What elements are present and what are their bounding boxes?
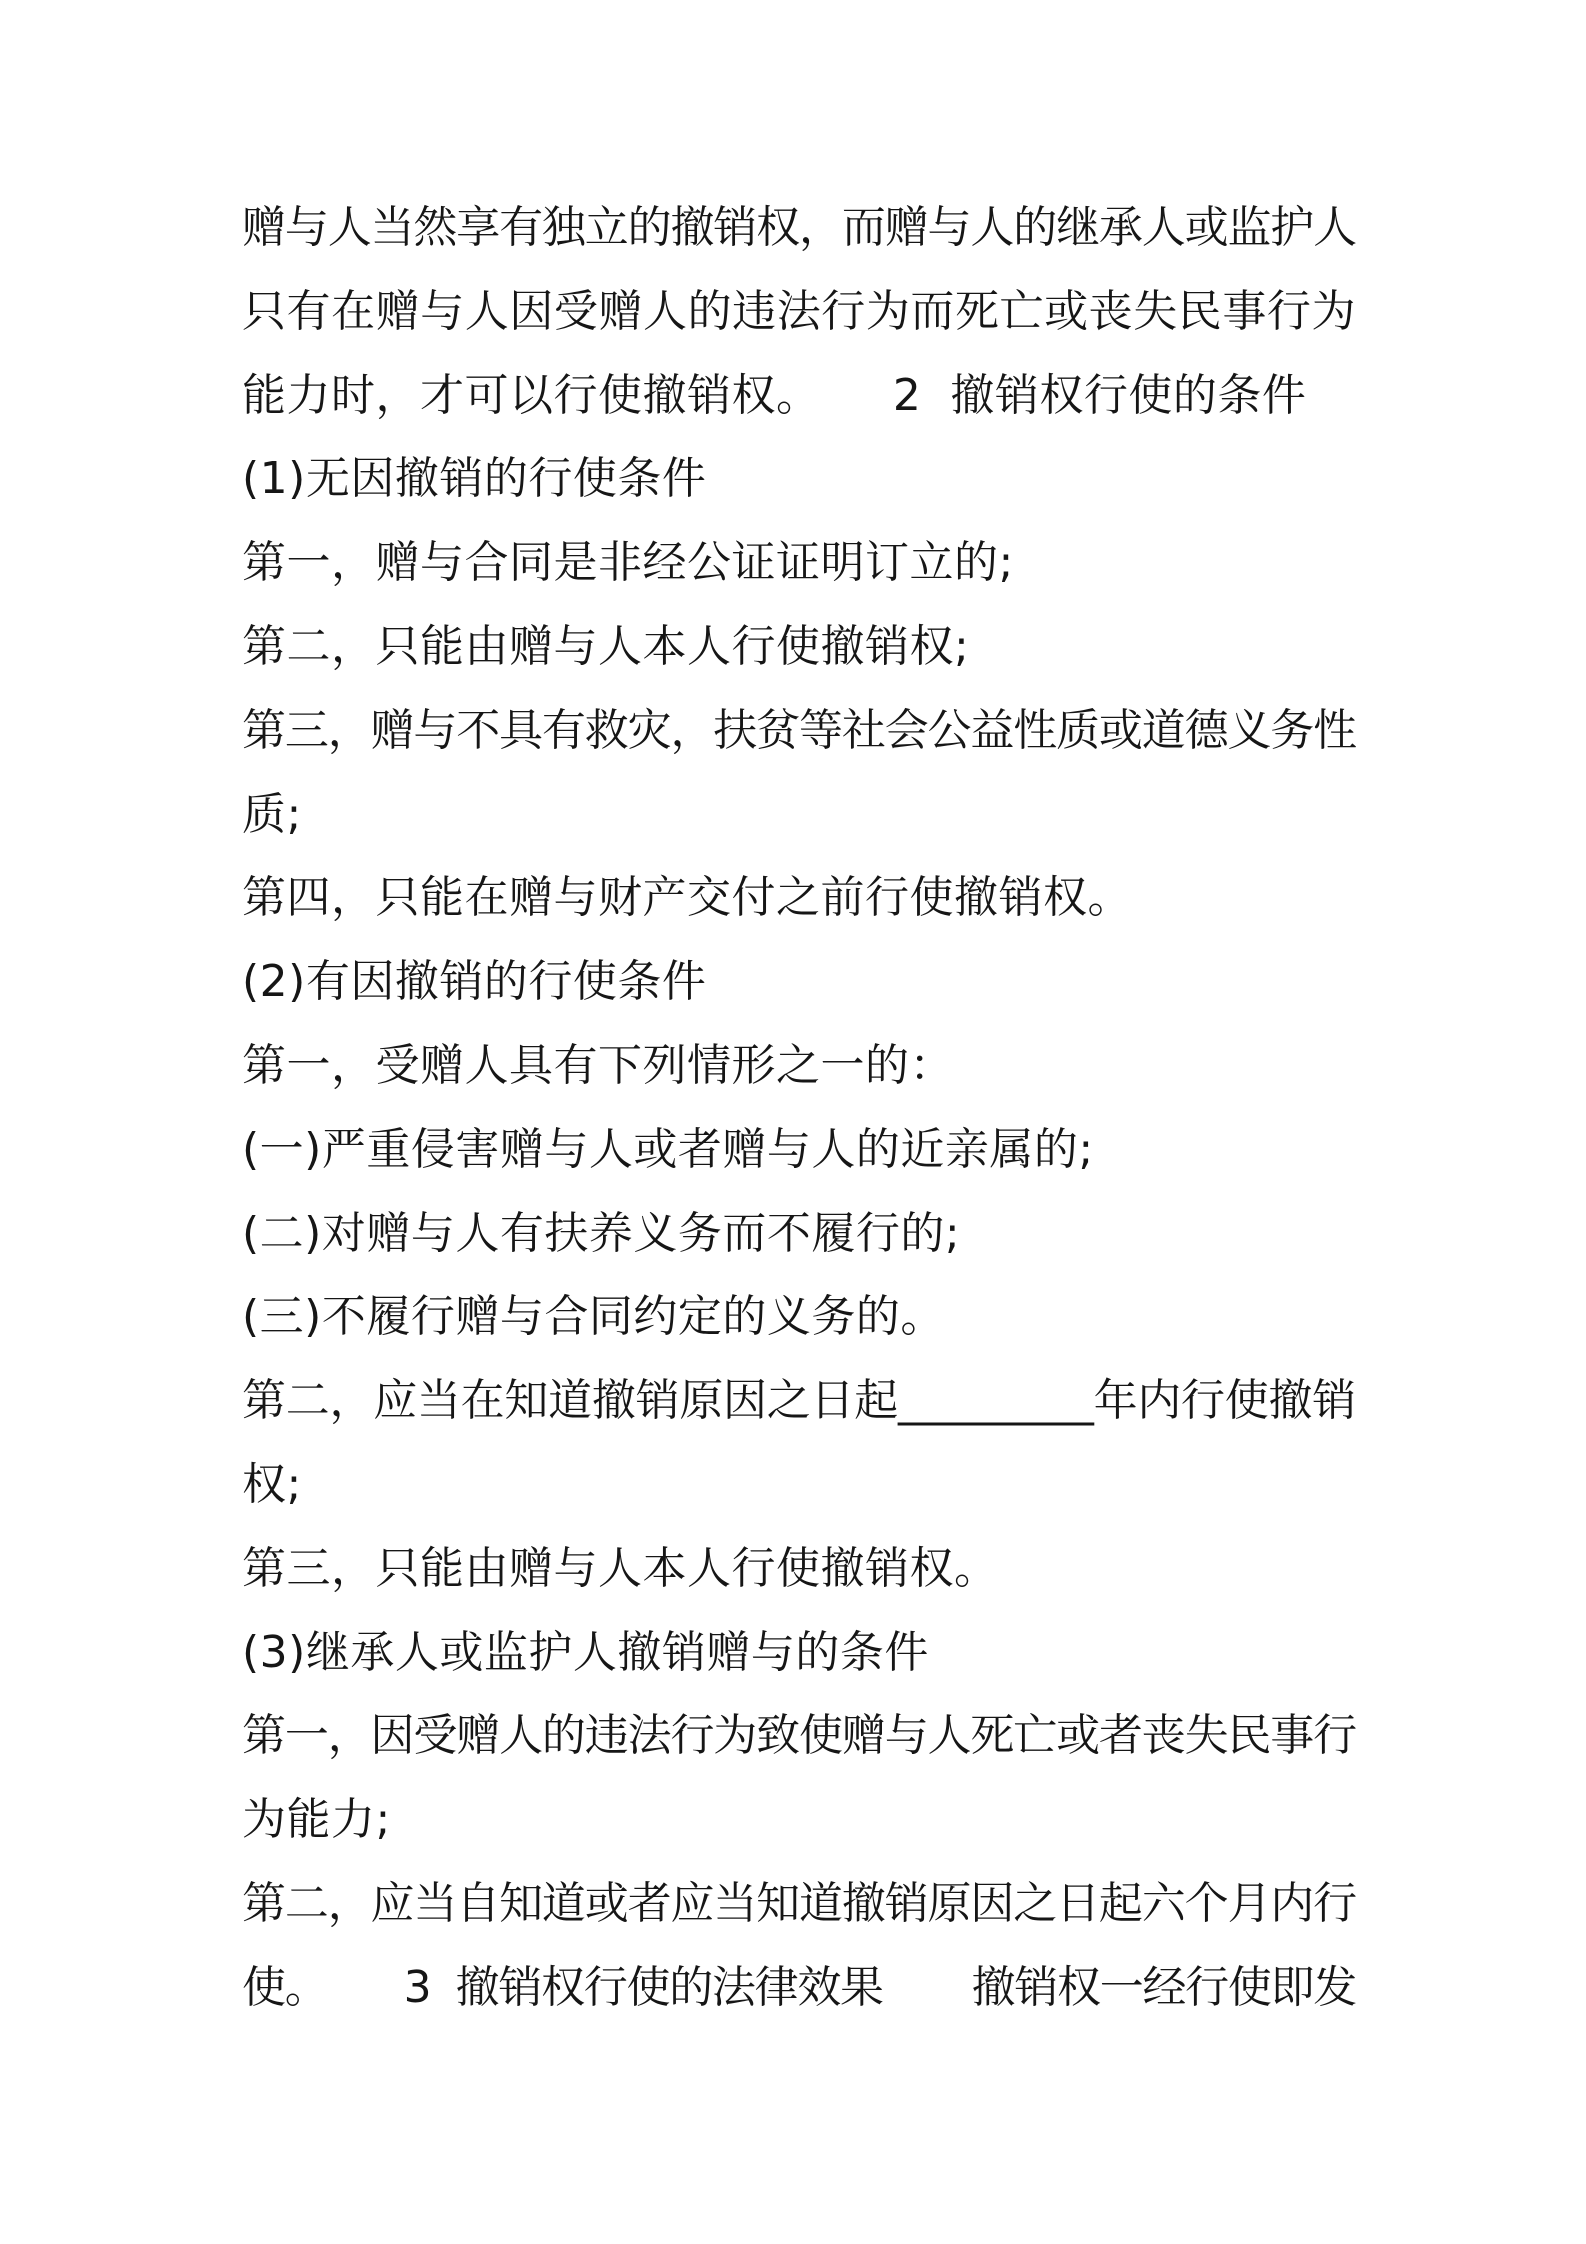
document-body <box>242 186 1356 2030</box>
text-line: 第一，因受赠人的违法行为致使赠与人死亡或者丧失民事行 <box>242 1710 1356 1762</box>
subsection-heading: (3)继承人或监护人撤销赠与的条件 <box>242 1626 929 1678</box>
text-line: 第三，赠与不具有救灾，扶贫等社会公益性质或道德义务性 <box>242 704 1356 756</box>
text-line: 为能力; <box>242 1794 391 1846</box>
text-line: 第四，只能在赠与财产交付之前行使撤销权。 <box>242 872 1132 924</box>
text-line-with-blank: 第二，应当在知道撤销原因之日起_________年内行使撤销 <box>242 1375 1356 1427</box>
list-item: (三)不履行赠与合同约定的义务的。 <box>242 1291 945 1343</box>
text-line: 权; <box>242 1458 302 1510</box>
text-line: 第一，受赠人具有下列情形之一的： <box>242 1039 954 1091</box>
text-line: 第二，应当自知道或者应当知道撤销原因之日起六个月内行 <box>242 1877 1356 1929</box>
list-item: (一)严重侵害赠与人或者赠与人的近亲属的; <box>242 1123 1094 1175</box>
text-line: 第二，只能由赠与人本人行使撤销权; <box>242 620 970 672</box>
list-item: (二)对赠与人有扶养义务而不履行的; <box>242 1207 961 1259</box>
text-line-with-section-heading: 能力时，才可以行使撤销权。 2 撤销权行使的条件 <box>242 369 1307 421</box>
text-line: 只有在赠与人因受赠人的违法行为而死亡或丧失民事行为 <box>242 285 1356 337</box>
text-line-with-section-heading: 使。 3 撤销权行使的法律效果 撤销权一经行使即发 <box>242 1961 1356 2013</box>
text-line: 质; <box>242 788 302 840</box>
text-line: 第一，赠与合同是非经公证证明订立的; <box>242 537 1014 589</box>
subsection-heading: (2)有因撤销的行使条件 <box>242 956 707 1008</box>
subsection-heading: (1)无因撤销的行使条件 <box>242 453 707 505</box>
text-line: 赠与人当然享有独立的撤销权，而赠与人的继承人或监护人 <box>242 202 1356 253</box>
text-line: 第三，只能由赠与人本人行使撤销权。 <box>242 1542 999 1594</box>
